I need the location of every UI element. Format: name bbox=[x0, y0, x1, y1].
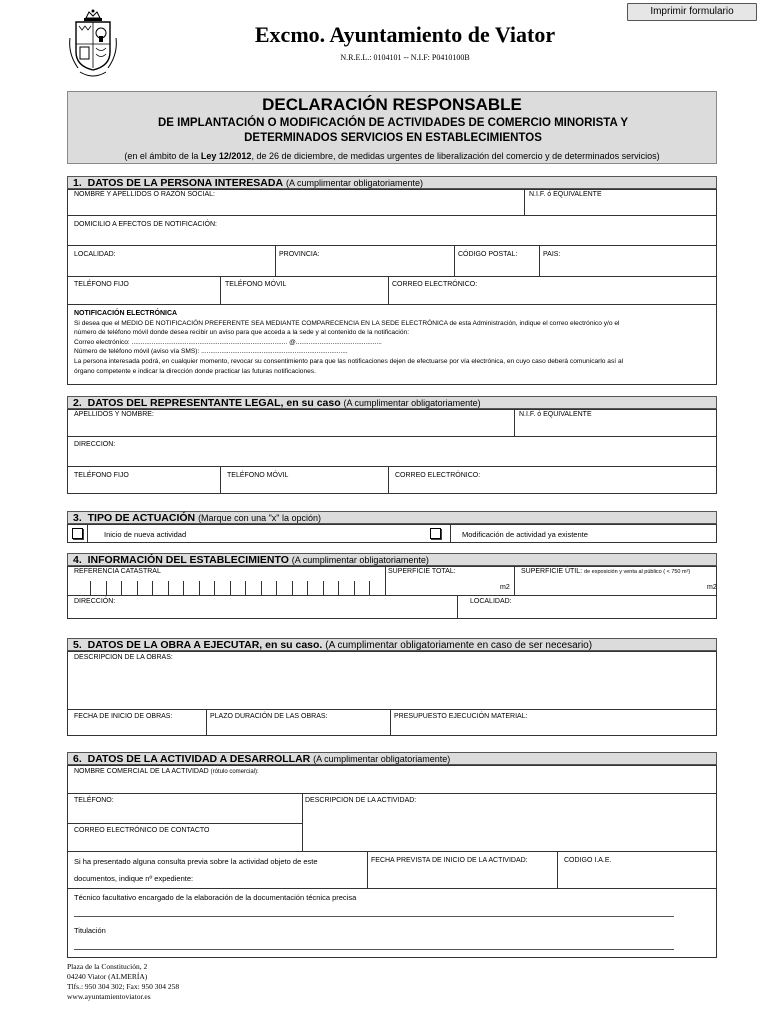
s1-mobile-label[interactable]: TELÉFONO MÓVIL bbox=[225, 281, 287, 288]
section-4-header bbox=[67, 553, 717, 566]
cadastral-digit-divider bbox=[230, 581, 231, 595]
cadastral-digit-divider bbox=[276, 581, 277, 595]
section-2-title: DATOS DEL REPRESENTANTE LEGAL, en su caso bbox=[87, 397, 341, 409]
s4-useful-text: SUPERFICIE ÚTIL: bbox=[521, 568, 583, 575]
section-2-note: (A cumplimentar obligatoriamente) bbox=[343, 398, 481, 408]
s2-address-label[interactable]: DIRECCION: bbox=[74, 441, 116, 448]
s1-province-label[interactable]: PROVINCIA: bbox=[279, 251, 320, 258]
s2-nif-label[interactable]: N.I.F. ó EQUIVALENTE bbox=[519, 411, 592, 418]
section-2-number: 2. bbox=[73, 397, 82, 409]
cadastral-digit-divider bbox=[121, 581, 122, 595]
footer-line-4: www.ayuntamientoviator.es bbox=[67, 992, 151, 1001]
s5-start-label[interactable]: FECHA DE INICIO DE OBRAS: bbox=[74, 713, 173, 720]
s4-cadastral-label: REFERENCIA CATASTRAL bbox=[74, 568, 161, 575]
s1-locality-label[interactable]: LOCALIDAD: bbox=[74, 251, 116, 258]
section-1-title: DATOS DE LA PERSONA INTERESADA bbox=[87, 177, 284, 189]
cadastral-digit-divider bbox=[199, 581, 200, 595]
cadastral-digit-divider bbox=[168, 581, 169, 595]
section-1-number: 1. bbox=[73, 177, 82, 189]
s4-address-label[interactable]: DIRECCIÓN: bbox=[74, 598, 116, 605]
s1-address-label[interactable]: DOMICILIO A EFECTOS DE NOTIFICACIÓN: bbox=[74, 221, 218, 228]
s2-phone-label[interactable]: TELÉFONO FIJO bbox=[74, 472, 129, 479]
s4-useful-unit: m2 bbox=[707, 584, 717, 591]
s5-budget-label[interactable]: PRESUPUESTO EJECUCIÓN MATERIAL: bbox=[394, 713, 528, 720]
s1-notif-line-1: Si desea que el MEDIO DE NOTIFICACIÓN PREFERENTE SEA MEDIANTE COMPARECENCIA EN LA SEDE ELECTRÓNICA de esta Administración, indique el correo electrónico y/o el bbox=[74, 320, 620, 327]
section-2-header bbox=[67, 396, 717, 409]
section-1-header bbox=[67, 176, 717, 189]
declaration-law bbox=[68, 151, 716, 161]
s5-desc-label[interactable]: DESCRIPCION DE LA OBRAS: bbox=[74, 654, 173, 661]
cadastral-digit-divider bbox=[323, 581, 324, 595]
s6-trade-label[interactable] bbox=[74, 768, 259, 775]
cadastral-digit-divider bbox=[245, 581, 246, 595]
declaration-header bbox=[67, 91, 717, 164]
section-5-header bbox=[67, 638, 717, 651]
section-3-number: 3. bbox=[73, 512, 82, 524]
s1-country-label[interactable]: PAIS: bbox=[543, 251, 561, 258]
modify-activity-checkbox[interactable] bbox=[430, 528, 441, 539]
declaration-title: DECLARACIÓN RESPONSABLE bbox=[262, 95, 522, 114]
s1-notif-line-6: órgano competente e indicar la dirección donde practicar las futuras notificaciones. bbox=[74, 368, 316, 375]
cadastral-digit-divider bbox=[385, 581, 386, 595]
section-3-note: (Marque con una "x" la opción) bbox=[198, 513, 322, 523]
s1-notif-email[interactable]: Correo electrónico: ..................................................................................... @............................................... bbox=[74, 339, 382, 346]
section-4-title: INFORMACIÓN DEL ESTABLECIMIENTO bbox=[87, 554, 289, 566]
section-6-title: DATOS DE LA ACTIVIDAD A DESARROLLAR bbox=[87, 753, 311, 765]
section-3-header bbox=[67, 511, 717, 524]
s1-phone-label[interactable]: TELÉFONO FIJO bbox=[74, 281, 129, 288]
s6-consult-line-2[interactable]: documentos, indique nº expediente: bbox=[74, 874, 194, 883]
section-6-number: 6. bbox=[73, 753, 82, 765]
cadastral-digit-divider bbox=[106, 581, 107, 595]
s1-notif-line-5: La persona interesada podrá, en cualquier momento, revocar su consentimiento para que las notificaciones dejen de efectuarse por vía electrónica, en cuyo caso deberá comunicarlo así al bbox=[74, 358, 624, 365]
s2-mobile-label[interactable]: TELÉFONO MÓVIL bbox=[227, 472, 289, 479]
law-prefix: (en el ámbito de la bbox=[124, 151, 201, 161]
section-2-grid bbox=[67, 409, 717, 494]
s5-duration-label[interactable]: PLAZO DURACIÓN DE LAS OBRAS: bbox=[210, 713, 328, 720]
cadastral-digit-divider bbox=[292, 581, 293, 595]
s6-tech-line[interactable] bbox=[74, 916, 674, 917]
law-name: Ley 12/2012 bbox=[200, 151, 252, 161]
section-1-note: (A cumplimentar obligatoriamente) bbox=[285, 178, 424, 188]
s6-iae-label[interactable]: CODIGO I.A.E. bbox=[564, 857, 612, 864]
s2-name-label[interactable]: APELLIDOS Y NOMBRE: bbox=[74, 411, 154, 418]
s6-degree-label: Titulación bbox=[74, 926, 106, 935]
s1-notif-line-2: número de teléfono móvil donde desea recibir un aviso para que acceda a la sede y al contenido de la notificación: bbox=[74, 329, 410, 336]
footer-address bbox=[67, 962, 179, 1002]
s2-email-label[interactable]: CORREO ELECTRÓNICO: bbox=[395, 472, 481, 479]
s6-trade-note: (rótulo comercial): bbox=[210, 769, 259, 775]
footer-line-3: Tlfs.: 950 304 302; Fax: 950 304 258 bbox=[67, 982, 180, 991]
cadastral-digit-divider bbox=[183, 581, 184, 595]
s1-notif-mobile[interactable]: Número de teléfono móvil (aviso vía SMS): ................................................................................ bbox=[74, 348, 348, 355]
city-council-title: Excmo. Ayuntamiento de Viator bbox=[254, 22, 556, 47]
cadastral-digit-divider bbox=[307, 581, 308, 595]
s6-trade-text: NOMBRE COMERCIAL DE LA ACTIVIDAD bbox=[74, 768, 209, 775]
cadastral-digit-divider bbox=[214, 581, 215, 595]
section-3-title: TIPO DE ACTUACIÓN bbox=[87, 512, 196, 524]
section-5-title: DATOS DE LA OBRA A EJECUTAR, en su caso. bbox=[87, 639, 323, 651]
s1-zip-label[interactable]: CÓDIGO POSTAL: bbox=[458, 251, 518, 258]
section-6-note: (A cumplimentar obligatoriamente) bbox=[313, 754, 451, 764]
section-4-number: 4. bbox=[73, 554, 82, 566]
footer-line-2: 04240 Viator (ALMERÍA) bbox=[67, 972, 148, 981]
new-activity-checkbox[interactable] bbox=[72, 528, 83, 539]
section-5-grid bbox=[67, 651, 717, 736]
section-5-number: 5. bbox=[73, 639, 82, 651]
section-5-note: (A cumplimentar obligatoriamente en caso de ser necesario) bbox=[325, 640, 593, 651]
s6-desc-label[interactable]: DESCRIPCION DE LA ACTIVIDAD: bbox=[305, 797, 417, 804]
s4-useful-note: de exposición y venta al público ( < 750 m²) bbox=[584, 569, 691, 575]
s6-degree-line[interactable] bbox=[74, 949, 674, 950]
s6-email-label[interactable]: CORREO ELECTRÓNICO DE CONTACTO bbox=[74, 827, 210, 834]
print-form-button[interactable]: Imprimir formulario bbox=[627, 3, 757, 21]
s1-notif-title: NOTIFICACIÓN ELECTRÓNICA bbox=[74, 310, 178, 317]
cadastral-digit-divider bbox=[338, 581, 339, 595]
s1-nif-label[interactable]: N.I.F. ó EQUIVALENTE bbox=[529, 191, 602, 198]
s6-phone-label[interactable]: TELÉFONO: bbox=[74, 797, 114, 804]
cadastral-digit-divider bbox=[152, 581, 153, 595]
s4-locality-label[interactable]: LOCALIDAD: bbox=[470, 598, 512, 605]
cadastral-digit-divider bbox=[354, 581, 355, 595]
modify-activity-label: Modificación de actividad ya existente bbox=[462, 530, 588, 539]
cadastral-digit-divider bbox=[90, 581, 91, 595]
s6-consult-line-1: Si ha presentado alguna consulta previa sobre la actividad objeto de este bbox=[74, 857, 318, 866]
s6-tech-label: Técnico facultativo encargado de la elaboración de la documentación técnica precisa bbox=[74, 893, 357, 902]
cadastral-digit-divider bbox=[137, 581, 138, 595]
s1-email-label[interactable]: CORREO ELECTRÓNICO: bbox=[392, 281, 478, 288]
registry-numbers: N.R.E.L.: 0104101 -- N.I.F: P0410100B bbox=[340, 53, 470, 62]
s4-total-label[interactable]: SUPERFICIE TOTAL: bbox=[388, 568, 456, 575]
s6-start-label[interactable]: FECHA PREVISTA DE INICIO DE LA ACTIVIDAD: bbox=[371, 857, 528, 864]
s1-name-label[interactable]: NOMBRE Y APELLIDOS O RAZÓN SOCIAL: bbox=[74, 191, 215, 198]
cadastral-digit-divider bbox=[261, 581, 262, 595]
declaration-subtitle: DE IMPLANTACIÓN O MODIFICACIÓN DE ACTIVIDADES DE COMERCIO MINORISTA Y DETERMINADOS SERVICIOS EN ESTABLECIMIENTOS bbox=[157, 117, 629, 144]
s4-useful-label[interactable] bbox=[521, 568, 690, 575]
law-suffix: , de 26 de diciembre, de medidas urgentes de liberalización del comercio y de determinados servicios) bbox=[251, 151, 660, 161]
new-activity-label: Inicio de nueva actividad bbox=[104, 530, 187, 539]
cadastral-digit-divider bbox=[369, 581, 370, 595]
section-4-note: (A cumplimentar obligatoriamente) bbox=[291, 555, 429, 565]
s4-total-unit: m2 bbox=[500, 584, 510, 591]
section-6-header bbox=[67, 752, 717, 765]
footer-line-1: Plaza de la Constitución, 2 bbox=[67, 962, 148, 971]
